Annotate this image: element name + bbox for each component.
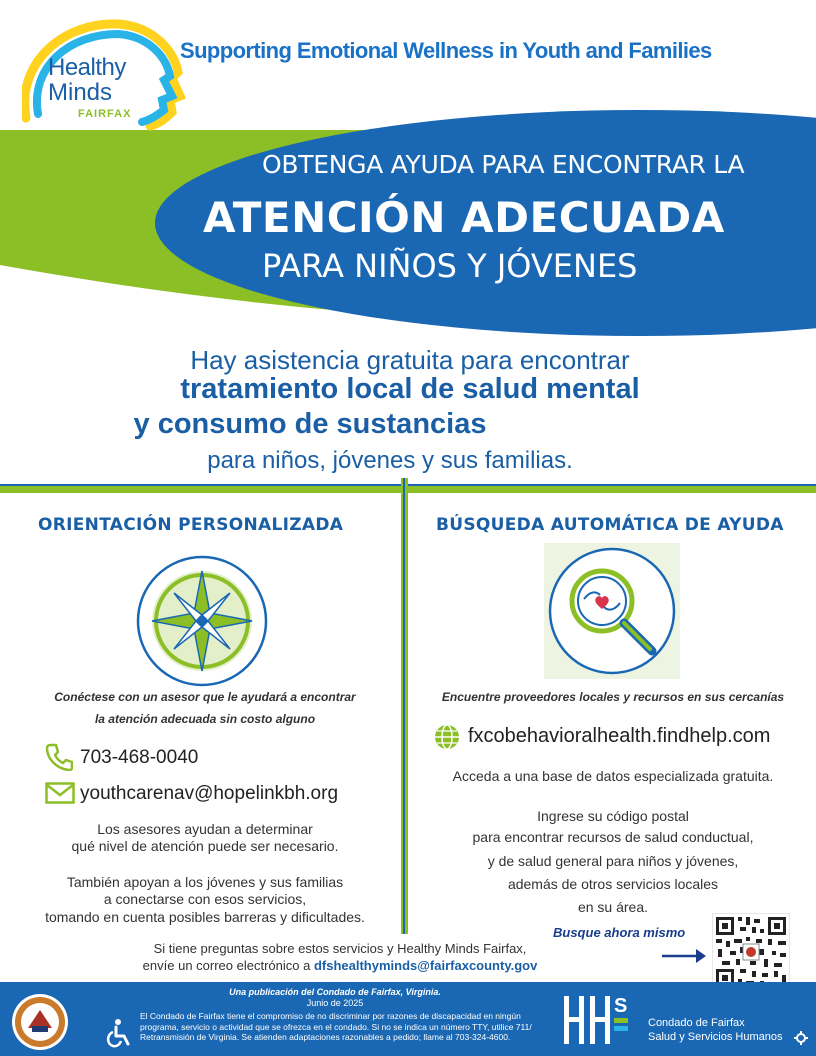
intro-line-3: y consumo de sustancias <box>133 408 487 440</box>
footer-legal-line-1: El Condado de Fairfax tiene el compromiso de no discriminar por razones de discapacidad en ningún <box>140 1011 521 1021</box>
search-now-label: Busque ahora mismo <box>553 925 686 940</box>
questions-line-1: Si tiene preguntas sobre estos servicios y Healthy Minds Fairfax, <box>153 941 527 956</box>
right-para-2-line-2: para encontrar recursos de salud conductual, <box>472 829 754 845</box>
tagline: Supporting Emotional Wellness in Youth and Families <box>180 38 712 63</box>
questions-line-2 <box>60 958 620 974</box>
left-para-2-line-2: a conectarse con esos servicios, <box>103 891 307 907</box>
footer-legal <box>140 1011 560 1043</box>
intro-line-1: Hay asistencia gratuita para encontrar <box>190 345 630 375</box>
left-para-2-line-1: También apoyan a los jóvenes y sus familias <box>66 874 344 890</box>
hero-line-1: OBTENGA AYUDA PARA ENCONTRAR LA <box>262 150 745 179</box>
footer-legal-line-2: programa, servicio o actividad que se ofrezca en el condado. Si no se indica un número TTY, utilice 711/ <box>140 1021 532 1032</box>
left-subtitle-2: la atención adecuada sin costo alguno <box>94 712 316 726</box>
hhs-logo-icon <box>560 990 644 1050</box>
website-link[interactable]: fxcobehavioralhealth.findhelp.com <box>468 725 771 747</box>
logo-text-minds: Minds <box>48 79 113 106</box>
email-link[interactable]: youthcarenav@hopelinkbh.org <box>80 783 339 804</box>
right-para-2-line-4: además de otros servicios locales <box>507 876 719 892</box>
intro-line-2: tratamiento local de salud mental <box>180 373 640 405</box>
footer-publication: Una publicación del Condado de Fairfax, Virginia. <box>229 987 441 997</box>
arrow-right-icon <box>660 946 708 966</box>
questions-email-prefix: envíe un correo electrónico a <box>142 958 311 973</box>
phone-link[interactable]: 703-468-0040 <box>80 747 199 768</box>
compass-icon <box>136 555 268 687</box>
right-para-1: Acceda a una base de datos especializada gratuita. <box>452 768 774 784</box>
hero-line-3: PARA NIÑOS Y JÓVENES <box>262 247 638 285</box>
left-para-2-line-3: tomando en cuenta posibles barreras y dificultades. <box>45 909 365 925</box>
right-column-heading: BÚSQUEDA AUTOMÁTICA DE AYUDA <box>436 515 784 535</box>
svg-text:S: S <box>614 995 628 1017</box>
left-subtitle-1: Conéctese con un asesor que le ayudará a encontrar <box>54 690 356 704</box>
intro-line-4: para niños, jóvenes y sus familias. <box>207 447 573 474</box>
county-seal-icon <box>10 992 70 1052</box>
email-icon <box>45 782 75 804</box>
left-para-1-line-2: qué nivel de atención puede ser necesario. <box>71 838 339 854</box>
left-para-1-line-1: Los asesores ayudan a determinar <box>97 821 313 837</box>
logo-text-healthy: Healthy <box>48 54 126 81</box>
hhs-name-line-1: Condado de Fairfax <box>648 1017 745 1029</box>
phone-icon <box>45 743 73 771</box>
hero-title: ATENCIÓN ADECUADA <box>203 193 725 242</box>
hhs-name-line-2: Salud y Servicios Humanos <box>648 1031 783 1043</box>
footer-date: Junio de 2025 <box>306 998 364 1008</box>
magnifier-heart-icon <box>544 543 680 679</box>
logo-text-fairfax: FAIRFAX <box>78 108 132 120</box>
gear-icon <box>794 1031 808 1045</box>
footer-legal-line-3: Retransmisión de Virginia. Se atienden adaptaciones razonables a pedido; llame al 703-324-4600. <box>140 1032 511 1042</box>
questions-email-link[interactable]: dfshealthyminds@fairfaxcounty.gov <box>313 958 538 973</box>
right-para-2-line-3: y de salud general para niños y jóvenes, <box>487 853 739 869</box>
right-subtitle: Encuentre proveedores locales y recursos en sus cercanías <box>441 690 785 704</box>
qr-code[interactable] <box>712 913 790 991</box>
globe-icon <box>434 724 460 750</box>
accessibility-icon <box>104 1018 134 1050</box>
right-para-2-line-5: en su área. <box>577 899 649 915</box>
right-para-2-line-1: Ingrese su código postal <box>537 808 689 824</box>
left-column-heading: ORIENTACIÓN PERSONALIZADA <box>38 515 344 535</box>
